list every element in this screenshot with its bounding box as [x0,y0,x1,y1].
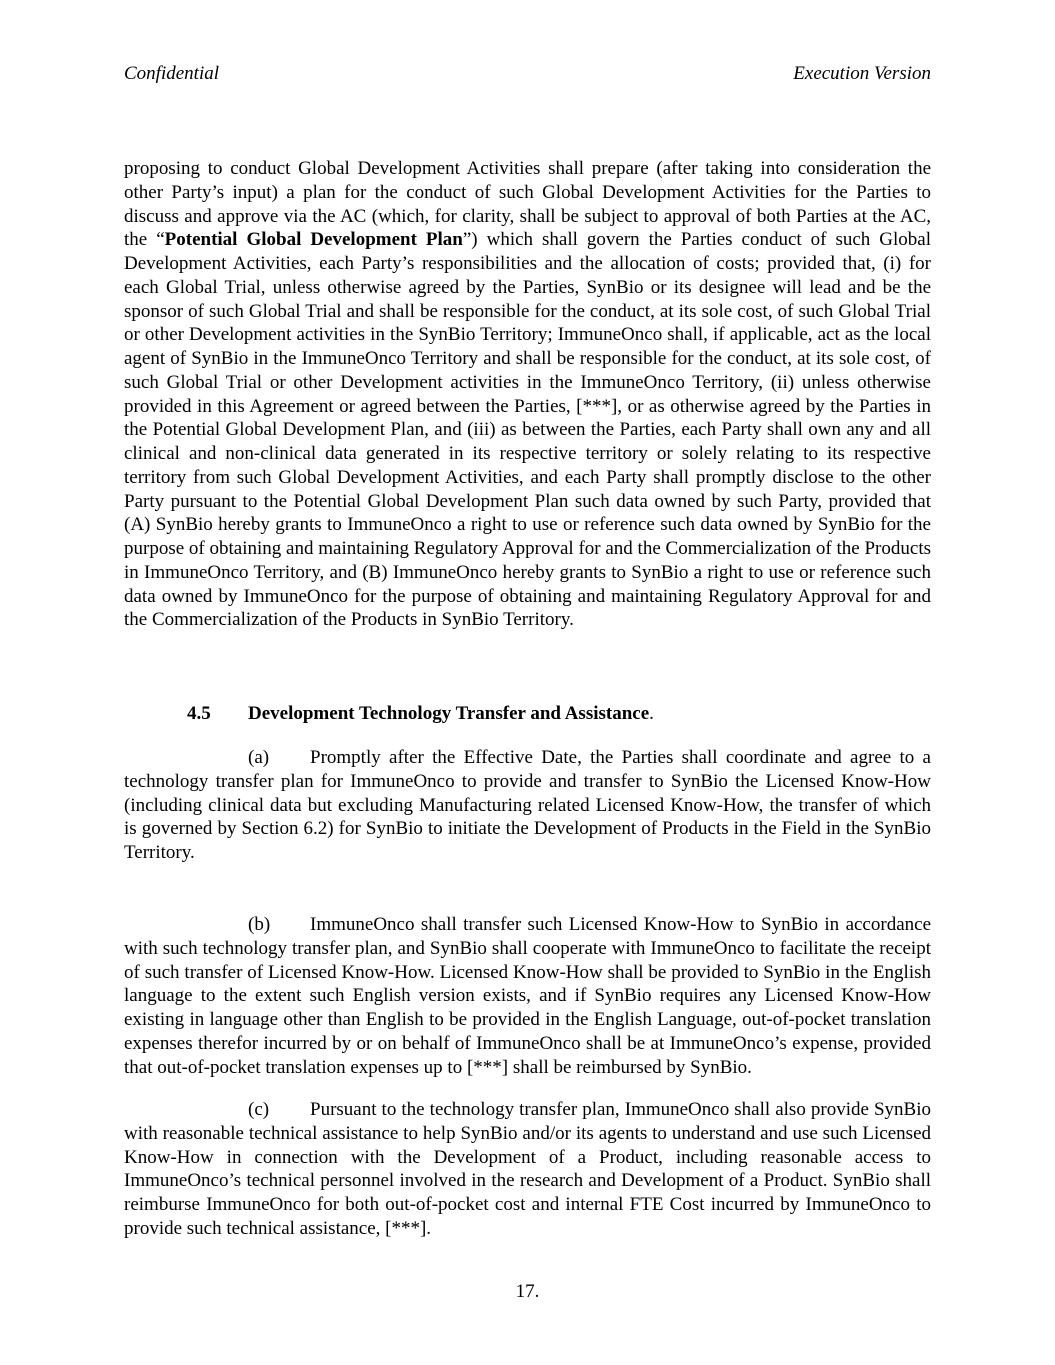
subsection-a [124,746,931,865]
continued-paragraph [124,157,931,632]
subsection-label: (c) [248,1099,270,1120]
page-number: 17. [515,1281,540,1302]
paragraph-text-start: proposing to conduct Global Development Activities shall prepare (after taking into consideration the other Party’s input) a plan for the conduct of such Global Development Activities for the Parties to discuss and approve via the AC (which, for clarity, shall be subject to approval of both Parties at the AC, the “ [124,158,931,251]
subsection-c [124,1098,931,1241]
subsection-label: (a) [248,747,270,768]
subsection-label: (b) [248,914,271,935]
subsection-text: Pursuant to the technology transfer plan, ImmuneOnco shall also provide SynBio with reasonable technical assistance to help SynBio and/or its agents to understand and use such Licensed Know-How in connection with the Development of a Product, including reasonable access to ImmuneOnco’s technical personnel involved in the research and Development of a Product. SynBio shall reimburse ImmuneOnco for both out-of-pocket cost and internal FTE Cost incurred by ImmuneOnco to provide such technical assistance, [***]. [124,1099,931,1239]
paragraph-text-end: ”) which shall govern the Parties conduct of such Global Development Activities, each Party’s responsibilities and the allocation of costs; provided that, (i) for each Global Trial, unless otherwise agreed by the Parties, SynBio or its designee will lead and be the sponsor of such Global Trial and shall be responsible for the conduct, at its sole cost, of such Global Trial or other Development activities in the SynBio Territory; ImmuneOnco shall, if applicable, act as the local agent of SynBio in the ImmuneOnco Territory and shall be responsible for the conduct, at its sole cost, of such Global Trial or other Development activities in the ImmuneOnco Territory, (ii) unless otherwise provided in this Agreement or agreed between the Parties, [***], or as otherwise agreed by the Parties in the Potential Global Development Plan, and (iii) as between the Parties, each Party shall own any and all clinical and non-clinical data generated in its respective territory or solely relating to its respective territory from such Global Development Activities, and each Party shall promptly disclose to the other Party pursuant to the Potential Global Development Plan such data owned by such Party, provided that (A) SynBio hereby grants to ImmuneOnco a right to use or reference such data owned by SynBio for the purpose of obtaining and maintaining Regulatory Approval for and the Commercialization of the Products in ImmuneOnco Territory, and (B) ImmuneOnco hereby grants to SynBio a right to use or reference such data owned by ImmuneOnco for the purpose of obtaining and maintaining Regulatory Approval for and the Commercialization of the Products in SynBio Territory. [124,229,931,631]
subsection-text: ImmuneOnco shall transfer such Licensed Know-How to SynBio in accordance with such technology transfer plan, and SynBio shall cooperate with ImmuneOnco to facilitate the receipt of such transfer of Licensed Know-How. Licensed Know-How shall be provided to SynBio in the English language to the extent such English version exists, and if SynBio requires any Licensed Know-How existing in language other than English to be provided in the English Language, out-of-pocket translation expenses therefor incurred by or on behalf of ImmuneOnco shall be at ImmuneOnco’s expense, provided that out-of-pocket translation expenses up to [***] shall be reimbursed by SynBio. [124,914,931,1078]
section-title-period: . [649,703,654,724]
header-confidential: Confidential [124,63,219,84]
section-number: 4.5 [187,703,211,724]
subsection-text: Promptly after the Effective Date, the Parties shall coordinate and agree to a technology transfer plan for ImmuneOnco to provide and transfer to SynBio the Licensed Know-How (including clinical data but excluding Manufacturing related Licensed Know-How, the transfer of which is governed by Section 6.2) for SynBio to initiate the Development of Products in the Field in the SynBio Territory. [124,747,931,863]
defined-term-potential-global-development-plan: Potential Global Development Plan [164,229,463,251]
header-execution-version: Execution Version [793,63,931,84]
section-heading [187,702,654,726]
subsection-b [124,913,931,1079]
section-title: Development Technology Transfer and Assistance [248,703,650,724]
